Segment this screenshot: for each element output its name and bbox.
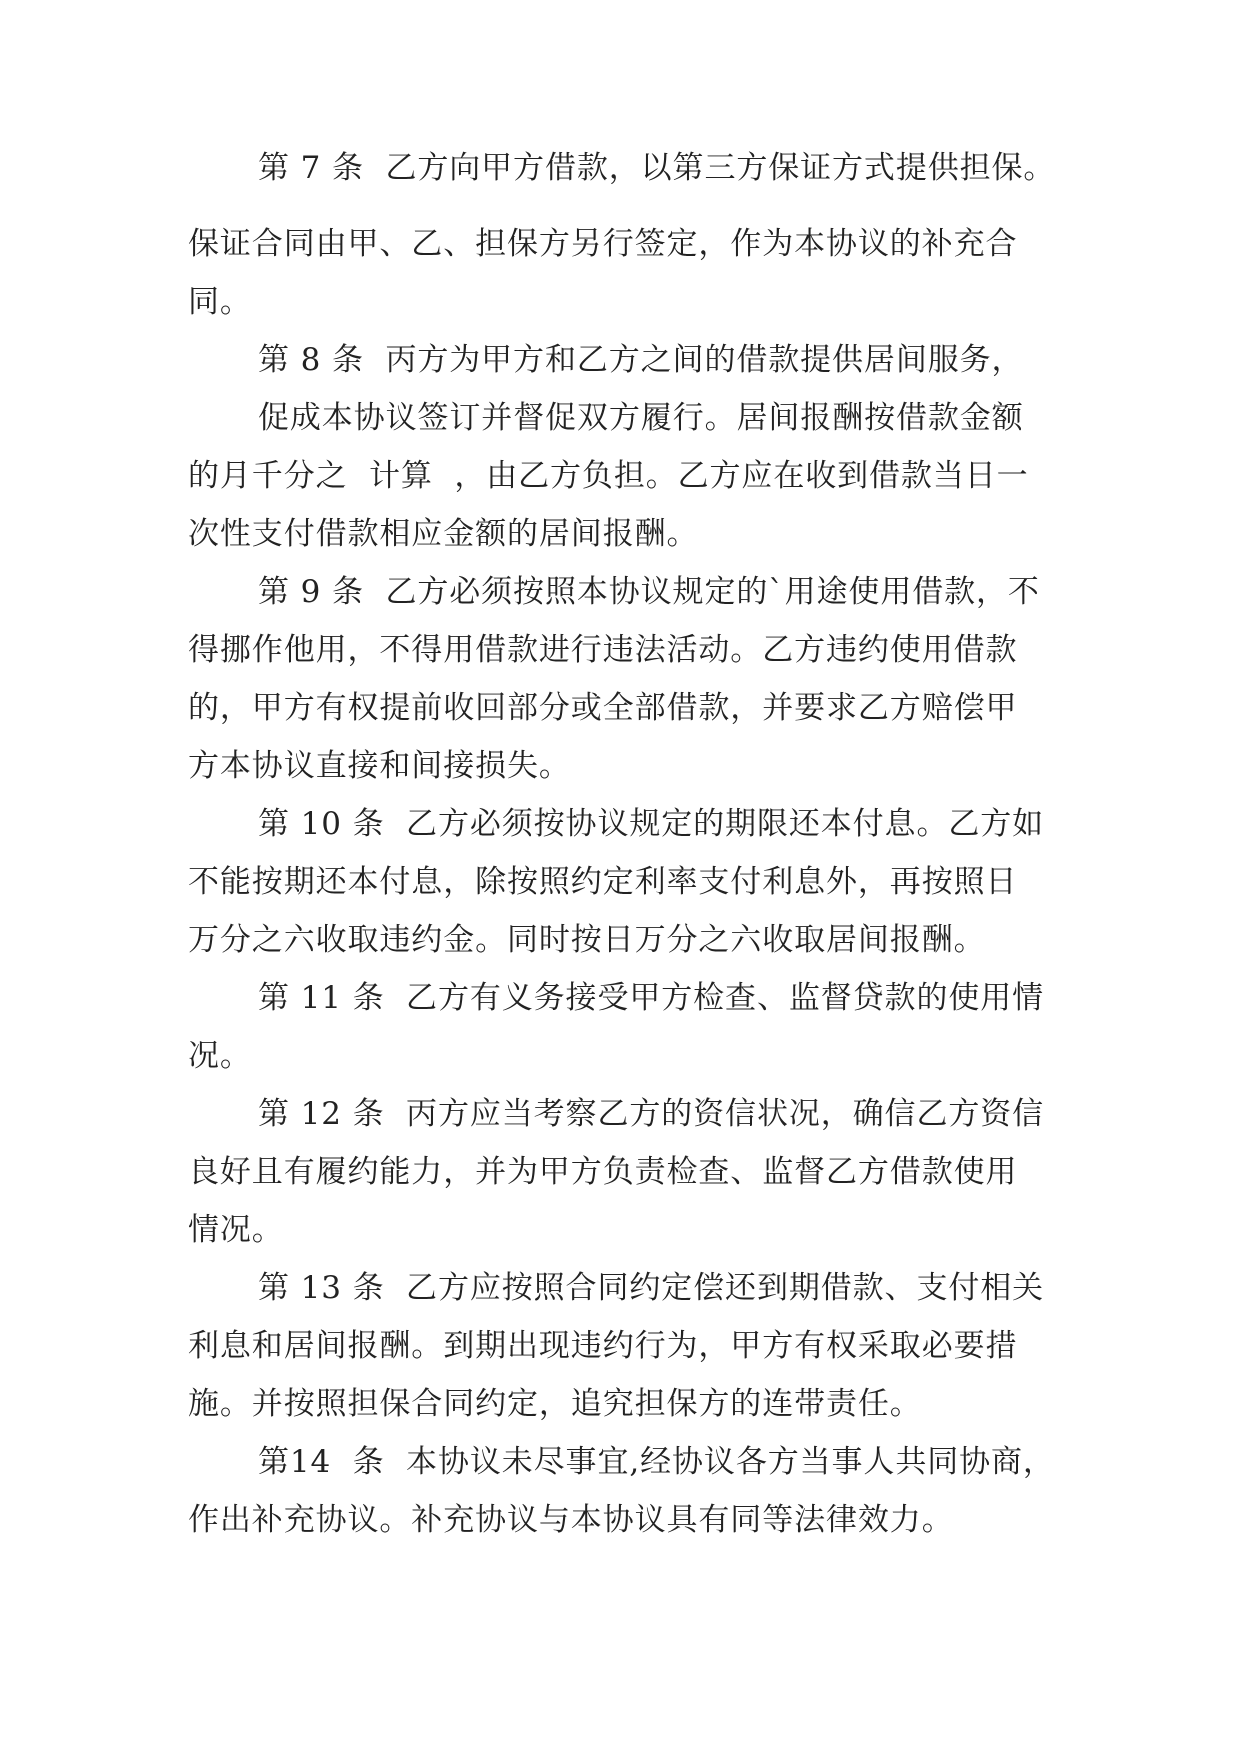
text-line: 第 13 条 乙方应按照合同约定偿还到期借款、支付相关: [258, 1270, 1045, 1306]
text-line: 第 7 条 乙方向甲方借款，以第三方保证方式提供担保。: [258, 150, 1056, 186]
text-line: 第 9 条 乙方必须按照本协议规定的`用途使用借款，不: [258, 574, 1040, 610]
text-line: 的，甲方有权提前收回部分或全部借款，并要求乙方赔偿甲: [188, 690, 1018, 726]
text-line: 利息和居间报酬。到期出现违约行为，甲方有权采取必要措: [188, 1328, 1018, 1364]
text-line: 第 8 条 丙方为甲方和乙方之间的借款提供居间服务，: [258, 342, 1024, 378]
text-line: 的月千分之 计算 ，由乙方负担。乙方应在收到借款当日一: [188, 458, 1029, 494]
text-line: 不能按期还本付息，除按照约定利率支付利息外，再按照日: [188, 864, 1018, 900]
text-line: 第 12 条 丙方应当考察乙方的资信状况，确信乙方资信: [258, 1096, 1045, 1132]
text-line: 万分之六收取违约金。同时按日万分之六收取居间报酬。: [188, 922, 986, 958]
text-line: 得挪作他用，不得用借款进行违法活动。乙方违约使用借款: [188, 632, 1018, 668]
text-line: 况。: [188, 1038, 252, 1074]
text-line: 第14 条 本协议未尽事宜,经协议各方当事人共同协商，: [258, 1444, 1055, 1480]
text-line: 施。并按照担保合同约定，追究担保方的连带责任。: [188, 1386, 922, 1422]
text-line: 第 10 条 乙方必须按协议规定的期限还本付息。乙方如: [258, 806, 1045, 842]
text-line: 同。: [188, 284, 252, 320]
text-line: 保证合同由甲、乙、担保方另行签定，作为本协议的补充合: [188, 226, 1018, 262]
text-line: 良好且有履约能力，并为甲方负责检查、监督乙方借款使用: [188, 1154, 1018, 1190]
text-line: 促成本协议签订并督促双方履行。居间报酬按借款金额: [258, 400, 1024, 436]
text-line: 方本协议直接和间接损失。: [188, 748, 571, 784]
text-line: 情况。: [188, 1212, 284, 1248]
text-line: 第 11 条 乙方有义务接受甲方检查、监督贷款的使用情: [258, 980, 1045, 1016]
text-line: 作出补充协议。补充协议与本协议具有同等法律效力。: [188, 1502, 954, 1538]
text-line: 次性支付借款相应金额的居间报酬。: [188, 516, 699, 552]
